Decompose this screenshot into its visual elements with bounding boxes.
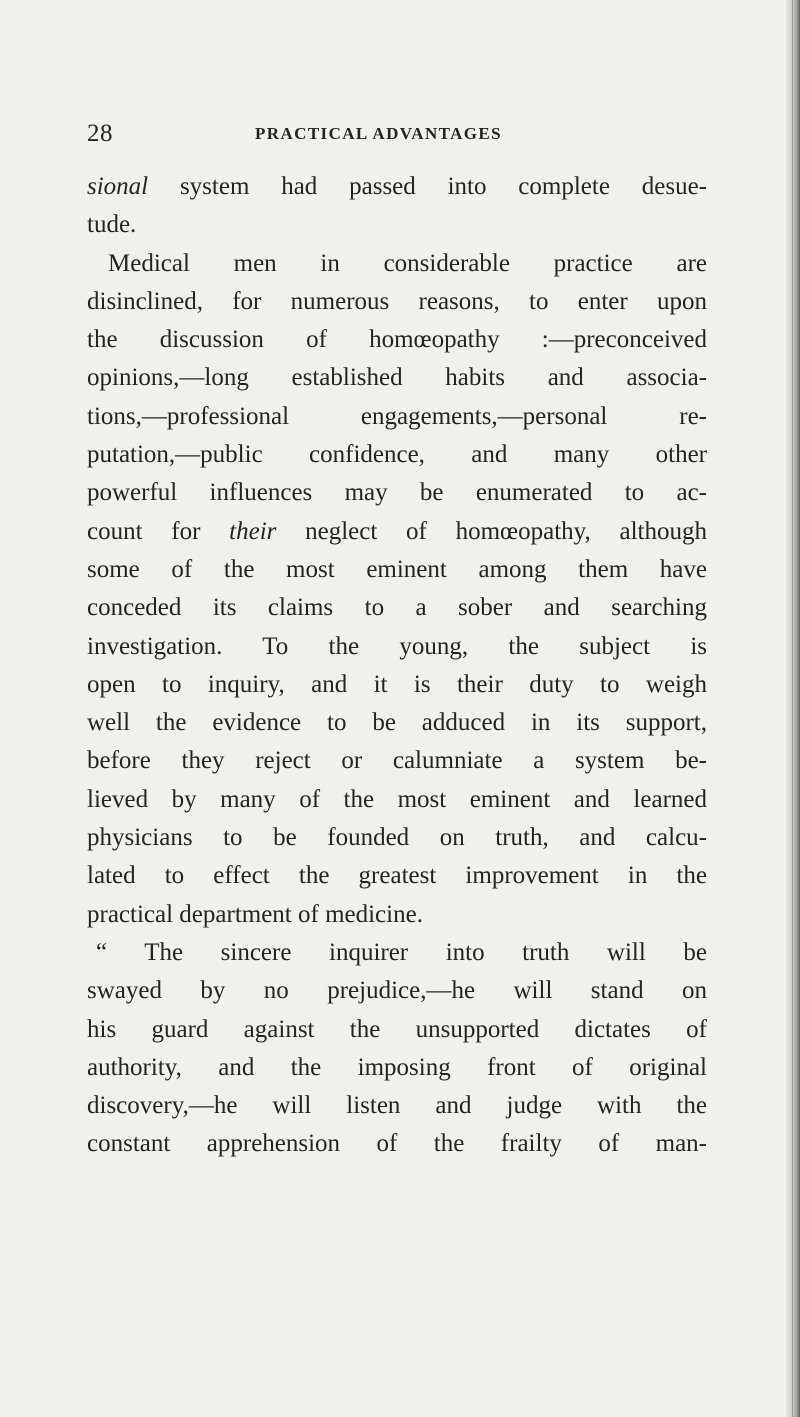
- text-line: opinions,—long established habits and associa-: [87, 364, 707, 392]
- text-line: well the evidence to be adduced in its support,: [87, 709, 707, 737]
- italic-word: their: [229, 517, 277, 545]
- text-line: practical department of medicine.: [87, 900, 423, 928]
- paragraph-start-line: Medical men in considerable practice are: [108, 249, 707, 277]
- text-line: powerful influences may be enumerated to ac-: [87, 479, 707, 507]
- body-text: [87, 168, 707, 1164]
- text-line: the discussion of homœopathy :—preconceived: [87, 326, 707, 354]
- text-line: lated to effect the greatest improvement in the: [87, 862, 707, 890]
- text-line: constant apprehension of the frailty of man-: [87, 1130, 707, 1158]
- text-line: his guard against the unsupported dictates of: [87, 1015, 707, 1043]
- page-edge-shadow: [786, 0, 800, 1417]
- running-head: PRACTICAL ADVANTAGES: [255, 124, 502, 143]
- text-line: tions,—professional engagements,—personal re-: [87, 402, 707, 430]
- italic-word: sional: [87, 173, 149, 200]
- text-span: system had passed into complete desue-: [148, 173, 707, 200]
- text-span: count for: [87, 517, 230, 545]
- page-number: 28: [87, 120, 113, 147]
- text-line: authority, and the imposing front of original: [87, 1053, 707, 1081]
- text-line: some of the most eminent among them have: [87, 555, 707, 583]
- text-line: disinclined, for numerous reasons, to enter upon: [87, 287, 707, 315]
- text-line: discovery,—he will listen and judge with the: [87, 1092, 707, 1120]
- text-line: swayed by no prejudice,—he will stand on: [87, 977, 707, 1005]
- page-header: [87, 120, 707, 160]
- text-line: lieved by many of the most eminent and learned: [87, 785, 707, 813]
- text-line: conceded its claims to a sober and searching: [87, 594, 707, 622]
- page-edge-line: [792, 0, 793, 1417]
- paragraph-start-line: “ The sincere inquirer into truth will be: [96, 938, 707, 966]
- text-span: neglect of homœopathy, although: [276, 517, 707, 545]
- text-line: open to inquiry, and it is their duty to weigh: [87, 670, 707, 698]
- text-line: tude.: [87, 211, 137, 239]
- text-line: investigation. To the young, the subject is: [87, 632, 707, 660]
- text-line: [87, 168, 707, 206]
- text-line: physicians to be founded on truth, and calcu-: [87, 824, 707, 852]
- text-line: [87, 513, 707, 551]
- text-line: putation,—public confidence, and many other: [87, 441, 707, 469]
- text-line: before they reject or calumniate a system be-: [87, 747, 707, 775]
